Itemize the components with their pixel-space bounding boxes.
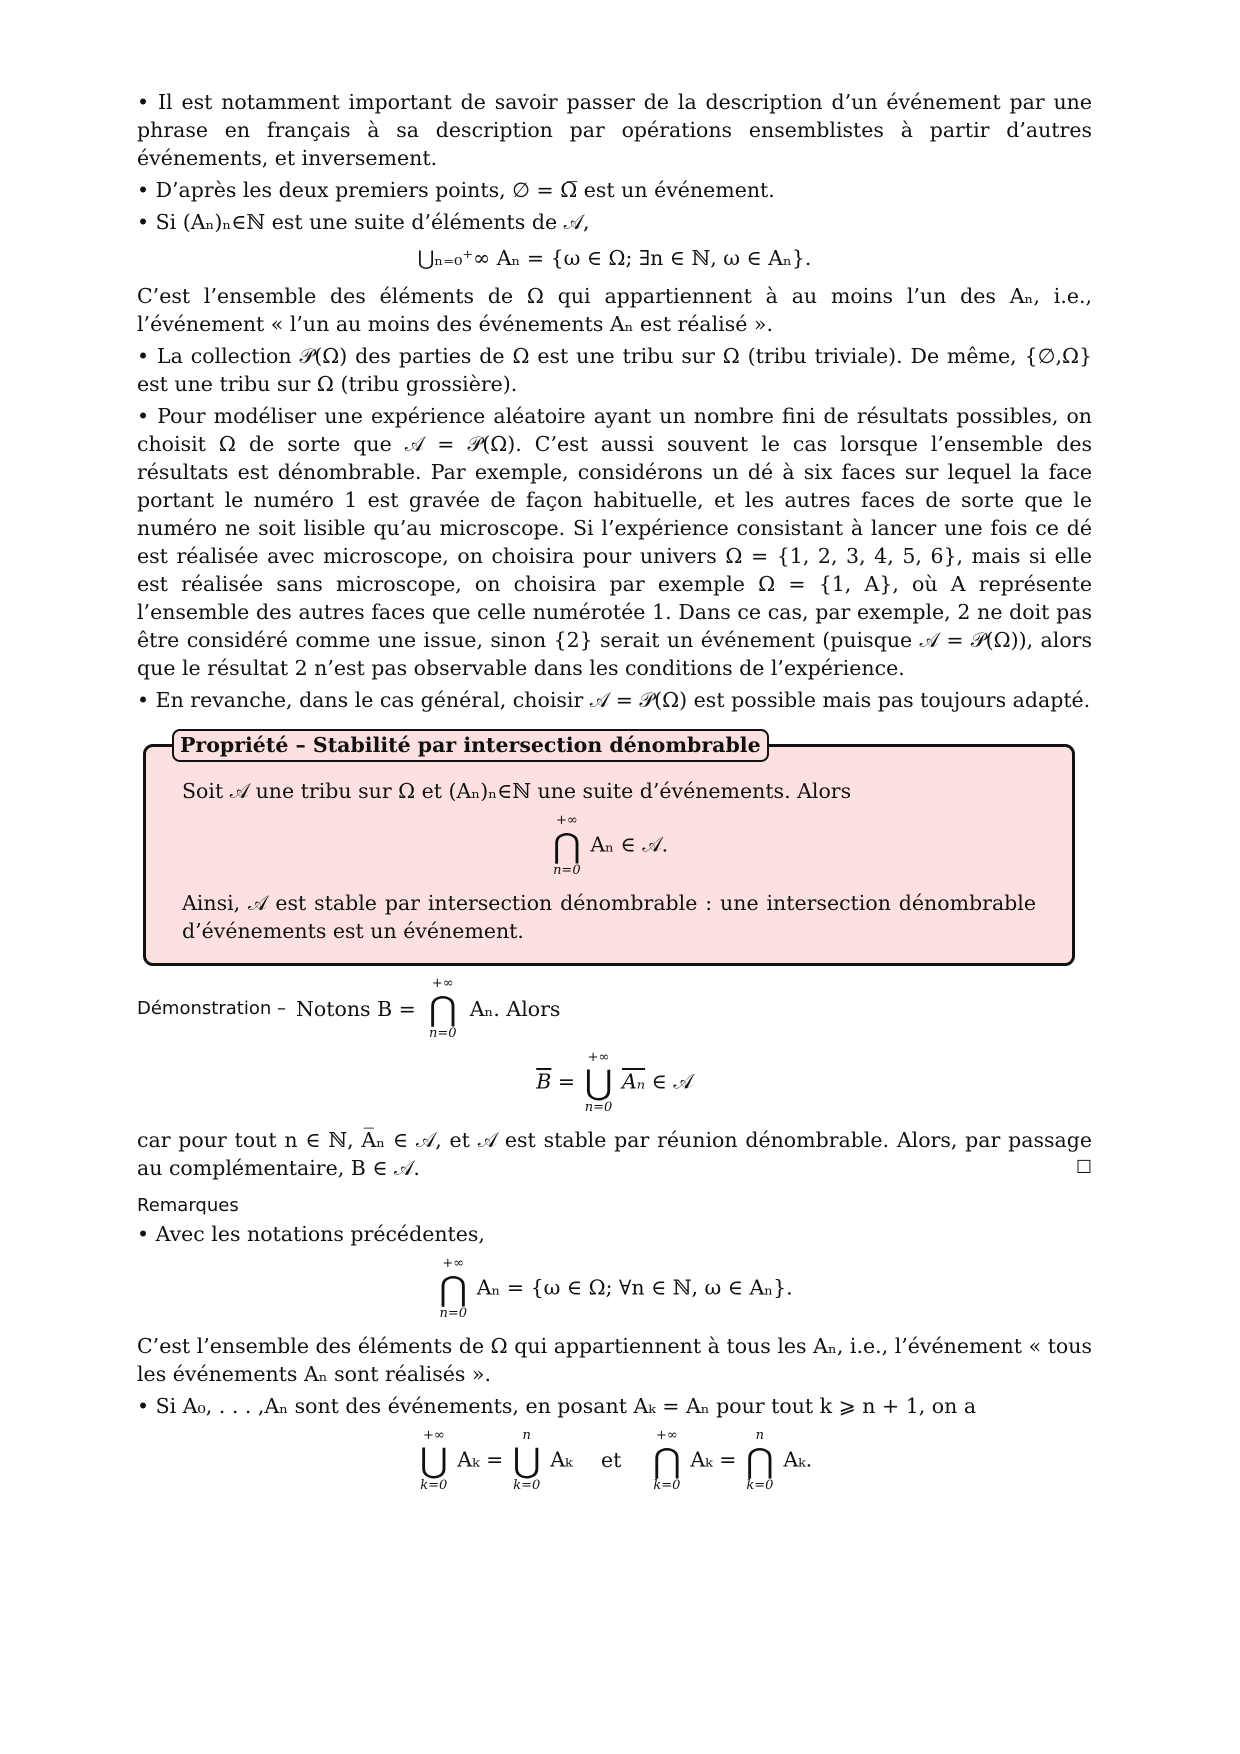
cap-symbol: ⋂ xyxy=(745,1441,774,1481)
cap-symbol: ⋂ xyxy=(552,826,581,866)
cap-symbol: ⋂ xyxy=(439,1269,468,1309)
equals: = xyxy=(479,1447,510,1472)
remark-1-formula xyxy=(137,1256,1092,1322)
cup-symbol: ⋃ xyxy=(512,1441,541,1481)
demo-line xyxy=(137,976,1092,1042)
bullet-cas-general: • En revanche, dans le cas général, choisir 𝒜 = 𝒫(Ω) est possible mais pas toujours adapté. xyxy=(137,688,1091,712)
remark-1: • Avec les notations précédentes, xyxy=(137,1222,485,1246)
demo-notons: Notons B = xyxy=(295,997,416,1021)
ak-term: Aₖ xyxy=(690,1447,713,1472)
upper-limit: +∞ xyxy=(555,813,578,828)
ak-term: Aₖ xyxy=(457,1447,480,1472)
lower-limit: n=0 xyxy=(584,1100,613,1115)
demo-complement-formula xyxy=(137,1050,1092,1116)
lower-limit: k=0 xyxy=(746,1478,774,1493)
lower-limit: k=0 xyxy=(653,1478,681,1493)
cap-inf-operator xyxy=(653,1428,681,1494)
union-explanation: C’est l’ensemble des éléments de Ω qui appartiennent à au moins l’un des Aₙ, i.e., l’événement « l’un au moins des événements Aₙ est réalisé ». xyxy=(137,284,1092,336)
property-title: Propriété – Stabilité par intersection dénombrable xyxy=(172,729,769,762)
document-page xyxy=(137,88,1092,1504)
remark-1-explanation: C’est l’ensemble des éléments de Ω qui appartiennent à tous les Aₙ, i.e., l’événement « tous les événements Aₙ sont réalisés ». xyxy=(137,1334,1092,1386)
bullet-tribu-triviale: • La collection 𝒫(Ω) des parties de Ω est une tribu sur Ω (tribu triviale). De même, {∅,Ω} est une tribu sur Ω (tribu grossière). xyxy=(137,344,1092,396)
cap-symbol: ⋂ xyxy=(652,1441,681,1481)
property-formula-text: Aₙ ∈ 𝒜. xyxy=(590,832,669,857)
demo-conclusion xyxy=(137,1126,1092,1182)
union-formula-text: ⋃ₙ₌₀⁺∞ Aₙ = {ω ∈ Ω; ∃n ∈ ℕ, ω ∈ Aₙ}. xyxy=(417,246,812,270)
property-conclusion: Ainsi, 𝒜 est stable par intersection dénombrable : une intersection dénombrable d’événements est un événement. xyxy=(182,891,1036,943)
upper-limit: n xyxy=(755,1428,765,1443)
upper-limit: n xyxy=(522,1428,531,1443)
equals: = xyxy=(712,1447,743,1472)
bullet-ensemblistes: • Il est notamment important de savoir passer de la description d’un événement par une phrase en français à sa description par opérations ensemblistes à partir d’autres événements, et inversement. xyxy=(137,90,1092,170)
bullet-vide: • D’après les deux premiers points, ∅ = Ω̅ est un événement. xyxy=(137,178,775,202)
property-box xyxy=(143,733,1075,966)
remark-2-formula xyxy=(137,1428,1092,1494)
property-intro: Soit 𝒜 une tribu sur Ω et (Aₙ)ₙ∈ℕ une suite d’événements. Alors xyxy=(182,779,852,803)
remark-cap-operator xyxy=(439,1256,467,1322)
upper-limit: +∞ xyxy=(587,1050,610,1065)
lower-limit: k=0 xyxy=(420,1478,448,1493)
cup-n-operator xyxy=(513,1428,541,1494)
lower-limit: n=0 xyxy=(439,1306,468,1321)
demo-cup-operator xyxy=(585,1050,613,1116)
union-formula xyxy=(137,244,1092,272)
remark-2: • Si A₀, . . . ,Aₙ sont des événements, en posant Aₖ = Aₙ pour tout k ⩾ n + 1, on a xyxy=(137,1394,977,1418)
bullet-modelisation: • Pour modéliser une expérience aléatoire ayant un nombre fini de résultats possibles, on choisit Ω de sorte que 𝒜 = 𝒫(Ω). C’est aussi souvent le cas lorsque l’ensemble des résultats est dénombrable. Par exemple, considérons un dé à six faces sur lequel la face portant le numéro 1 est gravée de façon habituelle, et les autres faces de sorte que le numéro ne soit lisible qu’au microscope. Si l’expérience consistant à lancer une fois ce dé est réalisée avec microscope, on choisira pour univers Ω = {1, 2, 3, 4, 5, 6}, mais si elle est réalisée sans microscope, on choisira par exemple Ω = {1, A}, où A représente l’ensemble des autres faces que celle numérotée 1. Dans ce cas, par exemple, 2 ne doit pas être considéré comme une issue, sinon {2} serait un événement (puisque 𝒜 = 𝒫(Ω)), alors que le résultat 2 n’est pas observable dans les conditions de l’expérience. xyxy=(137,404,1092,680)
cap-symbol: ⋂ xyxy=(428,989,457,1029)
b-bar: $\overline{B}$ xyxy=(536,1069,552,1094)
qed-icon: ☐ xyxy=(1075,1157,1092,1178)
big-cap-operator xyxy=(553,813,581,879)
demo-notons-after: Aₙ. Alors xyxy=(469,997,561,1021)
equals: = xyxy=(551,1069,582,1094)
bullet-suite: • Si (Aₙ)ₙ∈ℕ est une suite d’éléments de 𝒜, xyxy=(137,210,590,234)
property-formula xyxy=(182,813,1036,879)
lower-limit: n=0 xyxy=(429,1026,457,1041)
cap-n-operator xyxy=(746,1428,774,1494)
cup-symbol: ⋃ xyxy=(419,1441,448,1481)
upper-limit: +∞ xyxy=(422,1428,445,1443)
et-word: et xyxy=(601,1447,622,1472)
ak-term: Aₖ xyxy=(550,1447,573,1472)
an-bar: $\overline{A_n}$ xyxy=(621,1069,646,1094)
lower-limit: n=0 xyxy=(553,863,581,878)
ak-end: Aₖ. xyxy=(783,1447,813,1472)
upper-limit: +∞ xyxy=(656,1428,678,1443)
remark-1-formula-text: Aₙ = {ω ∈ Ω; ∀n ∈ ℕ, ω ∈ Aₙ}. xyxy=(476,1275,793,1300)
upper-limit: +∞ xyxy=(431,976,454,991)
remarks-title: Remarques xyxy=(137,1195,239,1216)
demo-cap-operator xyxy=(429,976,457,1042)
lower-limit: k=0 xyxy=(513,1478,541,1493)
in-tribu: ∈ 𝒜 xyxy=(645,1069,693,1094)
cup-inf-operator xyxy=(420,1428,448,1494)
demo-label: Démonstration – xyxy=(137,998,286,1019)
demo-because: car pour tout n ∈ ℕ, A̅ₙ ∈ 𝒜, et 𝒜 est stable par réunion dénombrable. Alors, par passage au complémentaire, B ∈ 𝒜. xyxy=(137,1128,1092,1180)
cup-symbol: ⋃ xyxy=(584,1063,613,1103)
upper-limit: +∞ xyxy=(442,1256,465,1271)
